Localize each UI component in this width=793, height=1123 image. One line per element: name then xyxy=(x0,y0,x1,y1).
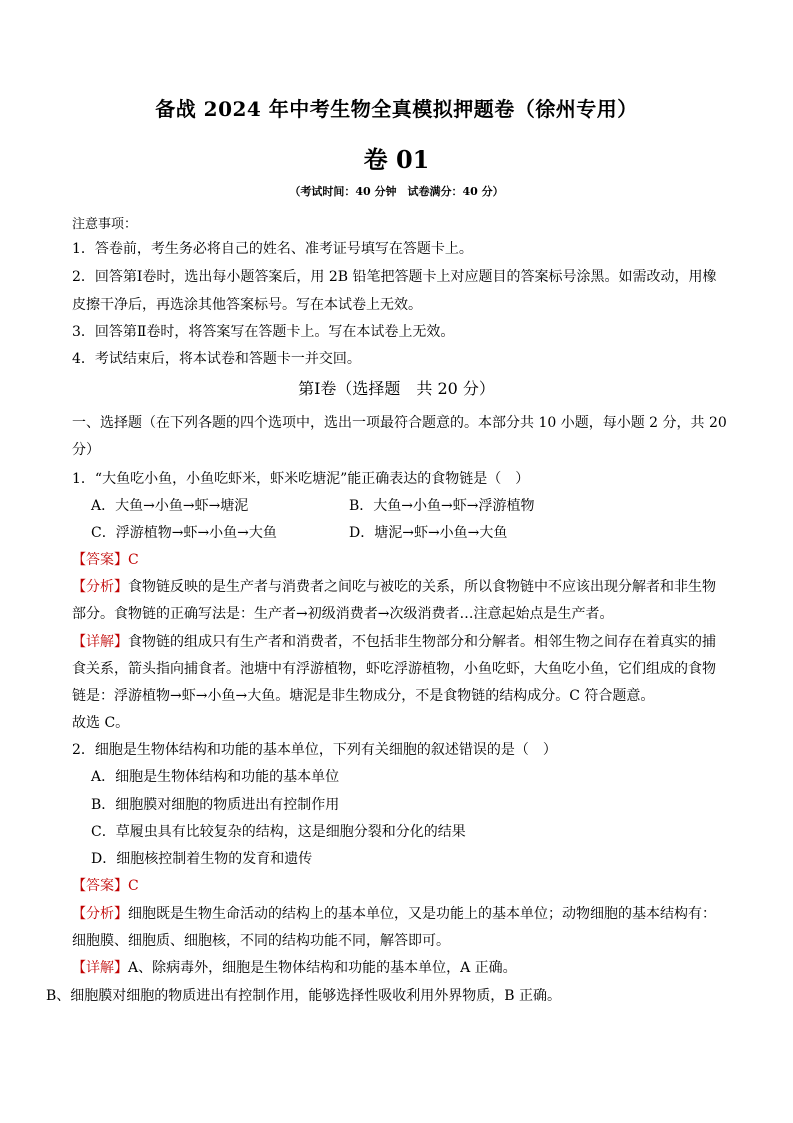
analysis-label: 【分析】 xyxy=(72,906,128,922)
option-b: B．大鱼→小鱼→虾→浮游植物 xyxy=(349,498,535,514)
conclusion-text: 故选 C。 xyxy=(72,715,130,731)
option-c: C．浮游植物→虾→小鱼→大鱼 xyxy=(91,525,277,541)
analysis-text: 部分。食物链的正确写法是：生产者→初级消费者→次级消费者…注意起始点是生产者。 xyxy=(72,606,614,622)
analysis-text: 细胞既是生物生命活动的结构上的基本单位，又是功能上的基本单位；动物细胞的基本结构有： xyxy=(128,906,716,922)
detail-text: B、细胞膜对细胞的物质进出有控制作用，能够选择性吸收利用外界物质，B 正确。 xyxy=(46,988,562,1004)
section-title: 第Ⅰ卷（选择题 共 20 分） xyxy=(298,379,495,398)
answer-row xyxy=(72,549,139,569)
answer-row xyxy=(72,875,139,895)
answer-value: C xyxy=(128,878,139,894)
detail-text: A、除病毒外，细胞是生物体结构和功能的基本单位，A 正确。 xyxy=(128,960,517,976)
analysis-label: 【分析】 xyxy=(72,579,128,595)
notice-heading: 注意事项： xyxy=(72,217,138,232)
detail-label: 【详解】 xyxy=(72,634,128,650)
section-instruction: 一、选择题（在下列各题的四个选项中，选出一项最符合题意的。本部分共 10 小题，每小题 2 分，共 20 xyxy=(72,415,727,431)
detail-text: 食关系，箭头指向捕食者。池塘中有浮游植物，虾吃浮游植物，小鱼吃虾，大鱼吃小鱼，它们组成的食物 xyxy=(72,661,716,677)
section-instruction: 分） xyxy=(72,442,100,458)
notice-item: 皮擦干净后，再选涂其他答案标号。写在本试卷上无效。 xyxy=(72,297,422,313)
answer-label: 【答案】 xyxy=(72,878,128,894)
detail-label: 【详解】 xyxy=(72,960,128,976)
option-d: D．塘泥→虾→小鱼→大鱼 xyxy=(349,525,508,541)
notice-item: 2．回答第Ⅰ卷时，选出每小题答案后，用 2B 铅笔把答题卡上对应题目的答案标号涂黑。如需改动，用橡 xyxy=(72,269,717,285)
page-title: 备战 2024 年中考生物全真模拟押题卷（徐州专用） xyxy=(155,97,638,121)
question-stem: 1．“大鱼吃小鱼，小鱼吃虾米，虾米吃塘泥”能正确表达的食物链是（ ） xyxy=(72,471,530,487)
answer-value: C xyxy=(128,552,139,568)
question-stem: 2．细胞是生物体结构和功能的基本单位，下列有关细胞的叙述错误的是（ ） xyxy=(72,742,557,758)
notice-item: 4．考试结束后，将本试卷和答题卡一并交回。 xyxy=(72,351,361,367)
analysis-row xyxy=(72,903,716,923)
analysis-row xyxy=(72,576,716,596)
analysis-text: 细胞膜、细胞质、细胞核，不同的结构功能不同，解答即可。 xyxy=(72,933,450,949)
paper-number: 卷 01 xyxy=(363,145,430,174)
notice-item: 3．回答第Ⅱ卷时，将答案写在答题卡上。写在本试卷上无效。 xyxy=(72,324,455,340)
option-b: B．细胞膜对细胞的物质进出有控制作用 xyxy=(91,797,340,813)
option-d: D．细胞核控制着生物的发育和遗传 xyxy=(91,851,313,867)
option-a: A．细胞是生物体结构和功能的基本单位 xyxy=(91,769,340,785)
analysis-text: 食物链反映的是生产者与消费者之间吃与被吃的关系，所以食物链中不应该出现分解者和非生物 xyxy=(128,579,716,595)
notice-item: 1．答卷前，考生务必将自己的姓名、准考证号填写在答题卡上。 xyxy=(72,241,473,257)
option-a: A．大鱼→小鱼→虾→塘泥 xyxy=(91,498,249,514)
exam-info: （考试时间：40 分钟 试卷满分：40 分） xyxy=(289,185,504,198)
detail-text: 食物链的组成只有生产者和消费者，不包括非生物部分和分解者。相邻生物之间存在着真实的捕 xyxy=(128,634,716,650)
detail-row xyxy=(72,957,517,977)
answer-label: 【答案】 xyxy=(72,552,128,568)
option-c: C．草履虫具有比较复杂的结构，这是细胞分裂和分化的结果 xyxy=(91,824,466,840)
detail-row xyxy=(72,631,716,651)
detail-text: 链是：浮游植物→虾→小鱼→大鱼。塘泥是非生物成分，不是食物链的结构成分。C 符合题意。 xyxy=(72,688,655,704)
